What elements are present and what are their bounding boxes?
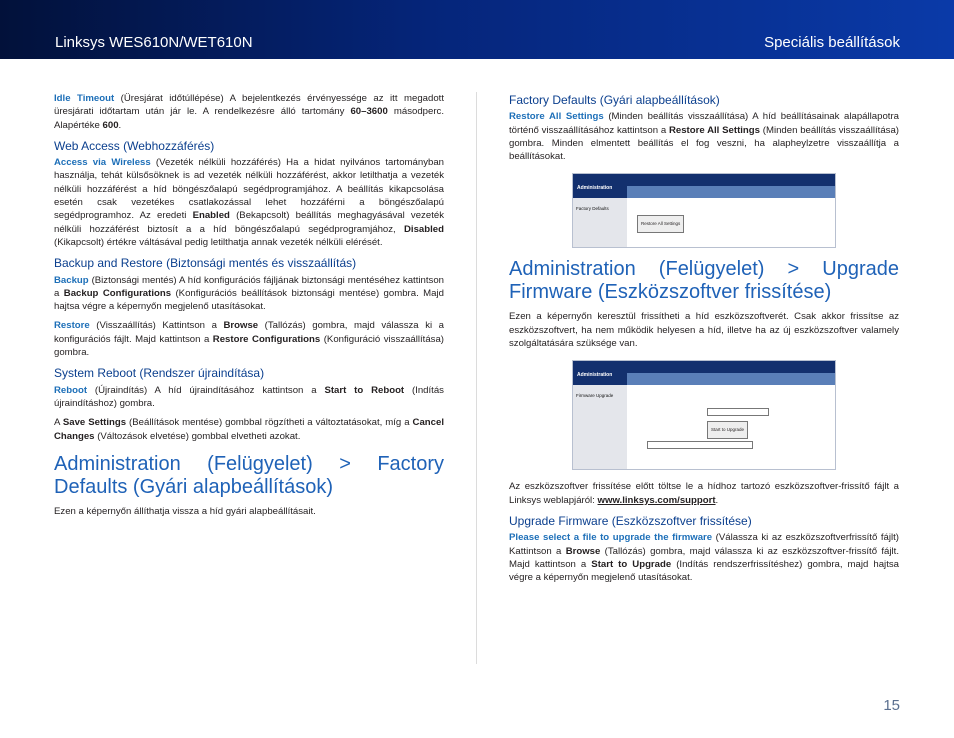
backup-heading: Backup and Restore (Biztonsági mentés és visszaállítás) (54, 256, 357, 271)
save-settings-term: Save Settings (62, 417, 127, 429)
select-file-term: Please select a file to upgrade the firmware (509, 532, 713, 544)
text: (Üresjárat időtúllépése) A bejelentkezés érvényessége az itt megadott üresjárati időtartam után jár le. A rendelkezésre álló tartomány (54, 93, 445, 118)
restore-config-term: Restore Configurations (212, 333, 321, 345)
text: (Indítás újraindításhoz) gombra. (54, 384, 444, 409)
backup-config-term: Backup Configurations (63, 287, 172, 299)
left-column (54, 92, 444, 524)
text: (Vezeték nélküli hozzáférés) Ha a hidat nyilvános tartományban használja, tehát külsősöknek is ad vezeték nélküli hozzáférést, akkor letilthatja a vezeték nélküli hozzáférést a híd böngészőalapú segédprogramjához. A beállítás kikapcsolása esetén csak vezetékes csatlakozással lehet hozzáférni a böngészőalapú segédprogramhoz. Az eredeti (54, 157, 444, 222)
reboot-paragraph (54, 384, 444, 411)
reboot-heading: System Reboot (Rendszer újraindítása) (54, 366, 265, 381)
text: Az eszközszoftver frissítése előtt töltse le a hídhoz tartozó eszközszoftver-frissítő fájlt a Linksys weblapjáról: (509, 481, 899, 506)
default-value: 600 (102, 119, 119, 131)
web-access-paragraph (54, 156, 444, 249)
upgrade-section-text: Ezen a képernyőn keresztül frissítheti a híd eszközszoftverét. Csak akkor frissítse az eszközszoftvert, ha nem működik helyesen a híd, illetve ha az új eszközszoftver valamely szolgáltatására szüksége van. (509, 311, 899, 350)
text: (Konfiguráció visszaállítása) gombra. (54, 333, 444, 359)
start-reboot-term: Start to Reboot (324, 384, 405, 396)
page-header (0, 0, 954, 59)
access-wireless-term: Access via Wireless (54, 157, 151, 169)
reboot-term: Reboot (54, 384, 88, 396)
section-name: Speciális beállítások (764, 34, 900, 51)
progress-box (647, 441, 753, 449)
web-access-heading: Web Access (Webhozzáférés) (54, 138, 215, 153)
column-divider (476, 92, 477, 664)
text: másodperc. Alapértéke (54, 106, 444, 131)
text: (Konfigurációs beállítások biztonsági mentése) gombra. Majd hajtsa végre a képernyőn megjelenő utasításokat. (54, 287, 444, 313)
text: (Válassza ki az eszközszoftverfrissítő fájlt) Kattintson a (509, 532, 899, 557)
enabled-term: Enabled (192, 210, 230, 222)
disabled-term: Disabled (404, 223, 444, 235)
text: (Újraindítás) A híd újraindításához kattintson a (87, 384, 325, 396)
shot-tabs (627, 186, 835, 198)
text: (Változások elvetése) gombbal elvetheti azokat. (94, 430, 301, 442)
text: (Bekapcsolt) beállítás meghagyásával vezeték nélküli hozzáférést biztosít a a híd böngészőalapú segédprogramjához, (54, 210, 444, 235)
factory-defaults-paragraph (509, 110, 899, 163)
shot-title: Administration (577, 185, 613, 192)
product-name: Linksys WES610N/WET610N (55, 34, 253, 51)
firmware-upgrade-screenshot (572, 360, 836, 470)
restore-term: Restore (54, 320, 90, 332)
text: . (118, 119, 122, 131)
text: (Biztonsági mentés) A híd konfigurációs fájljának biztonsági mentéséhez kattintson a (54, 274, 444, 299)
text: (Beállítások mentése) gombbal rögzítheti a változtatásokat, míg a (126, 417, 413, 429)
text: (Kikapcsolt) értékre váltásával pedig letilthatja annak vezeték nélküli elérését. (54, 236, 383, 248)
text: (Tallózás) gombra, majd válassza ki a konfigurációs fájlt. Majd kattintson a (54, 320, 444, 345)
text: . (715, 494, 719, 506)
backup-paragraph (54, 274, 444, 314)
text: (Visszaállítás) Kattintson a (89, 320, 224, 332)
page-number: 15 (883, 697, 900, 714)
upgrade-section-heading: Administration (Felügyelet) > Upgrade Firmware (Eszközszoftver frissítése) (509, 258, 899, 304)
upgrade-firmware-paragraph (509, 531, 899, 584)
idle-timeout-paragraph (54, 92, 444, 132)
text: (Minden beállítás visszaállítása) gombra. Minden elmentett beállítás el fog veszni, ha alapheylzetre visszaállítja a beállításokat. (509, 124, 899, 163)
restore-paragraph (54, 319, 444, 359)
cancel-changes-term: Cancel Changes (54, 417, 444, 442)
restore-all-term: Restore All Settings (509, 111, 604, 123)
restore-all-bold: Restore All Settings (668, 124, 760, 136)
text: (Minden beállítás visszaállítása) A híd beállításainak alapállapotra történő visszaállításához kattintson a (509, 111, 899, 136)
shot-title: Administration (577, 372, 613, 379)
factory-defaults-heading: Factory Defaults (Gyári alapbeállítások) (509, 93, 720, 107)
idle-timeout-term: Idle Timeout (54, 93, 115, 104)
text: (Tallózás) gombra, majd válassza ki az eszközszoftver-frissítő fájlt. Majd kattintson a (509, 545, 899, 570)
start-upgrade-term: Start to Upgrade (591, 558, 672, 570)
shot-side-label: Firmware Upgrade (576, 393, 614, 399)
range-value: 60–3600 (350, 106, 388, 118)
start-upgrade-button: Start to Upgrade (707, 421, 748, 438)
save-cancel-paragraph (54, 416, 444, 443)
browse-term: Browse (223, 320, 259, 332)
backup-term: Backup (54, 274, 89, 286)
browse-term: Browse (565, 545, 601, 557)
restore-all-button: Restore All Settings (637, 215, 684, 232)
right-column (509, 92, 899, 590)
download-paragraph (509, 480, 899, 507)
factory-defaults-screenshot (572, 173, 836, 248)
factory-section-text: Ezen a képernyőn állíthatja vissza a híd gyári alapbeállításait. (54, 505, 316, 517)
upgrade-firmware-heading: Upgrade Firmware (Eszközszoftver frissítése) (509, 513, 752, 528)
text: A (54, 417, 63, 429)
linksys-support-link[interactable]: www.linksys.com/support (597, 494, 716, 506)
shot-side-label: Factory Defaults (576, 206, 609, 212)
shot-tabs (627, 373, 835, 385)
text: (Indítás rendszerfrissítéshez) gombra, majd hajtsa végre a képernyőn megjelenő utasításokat. (509, 558, 899, 584)
file-input-box (707, 408, 769, 416)
factory-section-heading: Administration (Felügyelet) > Factory Defaults (Gyári alapbeállítások) (54, 452, 444, 498)
